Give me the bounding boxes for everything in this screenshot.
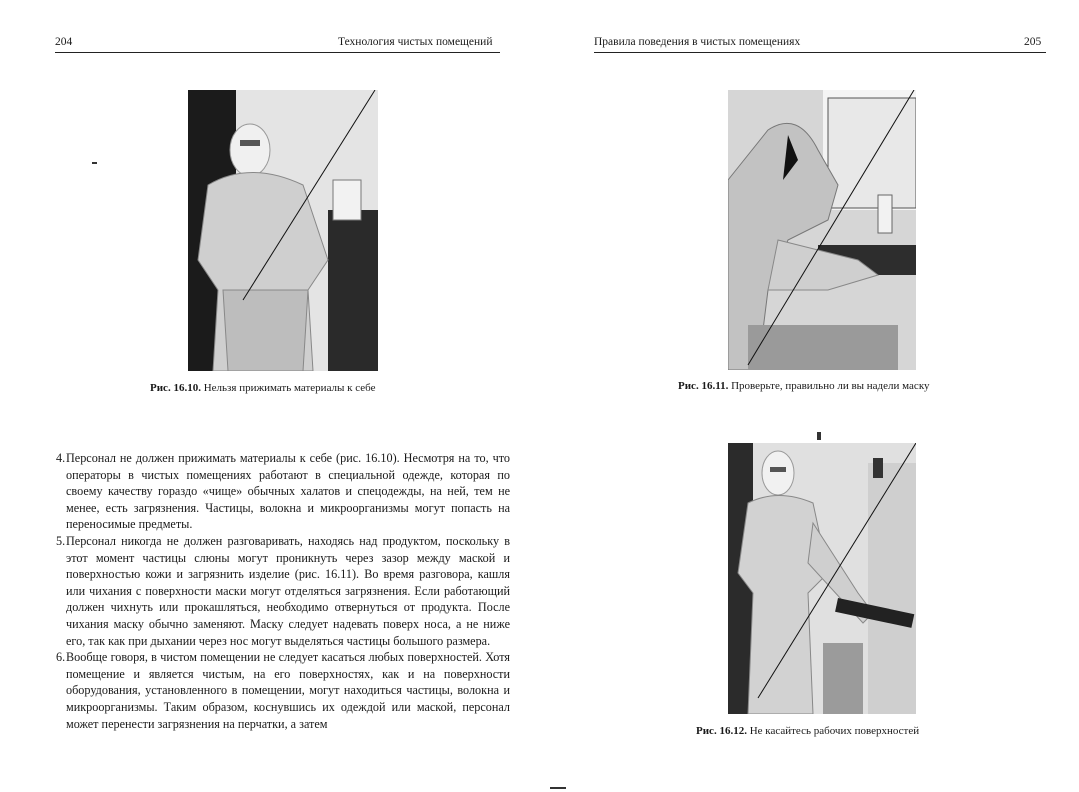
- figure-label: Рис. 16.12.: [696, 725, 747, 737]
- figure-caption-text: Не касайтесь рабочих поверхностей: [749, 725, 920, 737]
- stray-mark: [92, 162, 97, 164]
- list-item: [56, 533, 510, 649]
- item-text: Вообще говоря, в чистом помещении не следует касаться любых поверхностей. Хотя помещение и является чистым, на его поверхностях, как и на поверхности оборудования, установленного в помещении, могут находиться частицы, волокна и микроорганизмы. Таким образом, коснувшись их одеждой или маской, персонал может перенести загрязнения на перчатки, а затем: [66, 650, 510, 731]
- figure-16-12-photo: [728, 443, 916, 714]
- item-text: Персонал не должен прижимать материалы к себе (рис. 16.10). Несмотря на то, что операторы в чистых помещениях работают в специальной одежде, которая по своему качеству гораздо «чище» обычных халатов и спецодежды, на ней, тем не менее, есть загрязнения. Частицы, волокна и микроорганизмы могут попасть на переносимые предметы.: [66, 451, 510, 532]
- header-rule-right: [594, 52, 1046, 53]
- list-item: [56, 649, 510, 732]
- header-rule-left: [55, 52, 500, 53]
- figure-caption-text: Проверьте, правильно ли вы надели маску: [731, 380, 930, 392]
- figure-16-12-caption: [696, 725, 919, 737]
- figure-16-11-photo: [728, 90, 916, 370]
- stray-mark: [817, 432, 821, 440]
- figure-16-10-caption: [150, 382, 376, 394]
- running-head-left: Технология чистых помещений: [338, 36, 493, 48]
- figure-caption-text: Нельзя прижимать материалы к себе: [203, 382, 376, 394]
- right-page: [540, 0, 1079, 792]
- stray-mark: [550, 787, 566, 789]
- page-number-right: 205: [1024, 36, 1042, 48]
- item-number: 6.: [56, 650, 66, 665]
- item-number: 5.: [56, 533, 66, 548]
- figure-16-11-caption: [678, 380, 930, 392]
- item-number: 4.: [56, 451, 66, 465]
- list-item: [56, 450, 510, 533]
- body-text: [56, 450, 510, 732]
- figure-label: Рис. 16.10.: [150, 382, 201, 394]
- figure-label: Рис. 16.11.: [678, 380, 729, 392]
- page-number-left: 204: [55, 36, 73, 48]
- running-head-right: Правила поведения в чистых помещениях: [594, 36, 801, 48]
- item-text: Персонал никогда не должен разговаривать, находясь над продуктом, поскольку в этот момент частицы слюны могут проникнуть через зазор между маской и поверхностью кожи и загрязнить изделие (рис. 16.11). Во время разговора, кашля или чихания с поверхности маски могут отделяться загрязнения. Если работающий должен чихнуть или прокашляться, необходимо отвернуться от продукта. После чихания маску обычно заменяют. Маску следует надевать поверх носа, а не ниже его, так как при дыхании через нос могут выделяться частицы большого размера.: [66, 533, 510, 648]
- figure-16-10-photo: [188, 90, 378, 371]
